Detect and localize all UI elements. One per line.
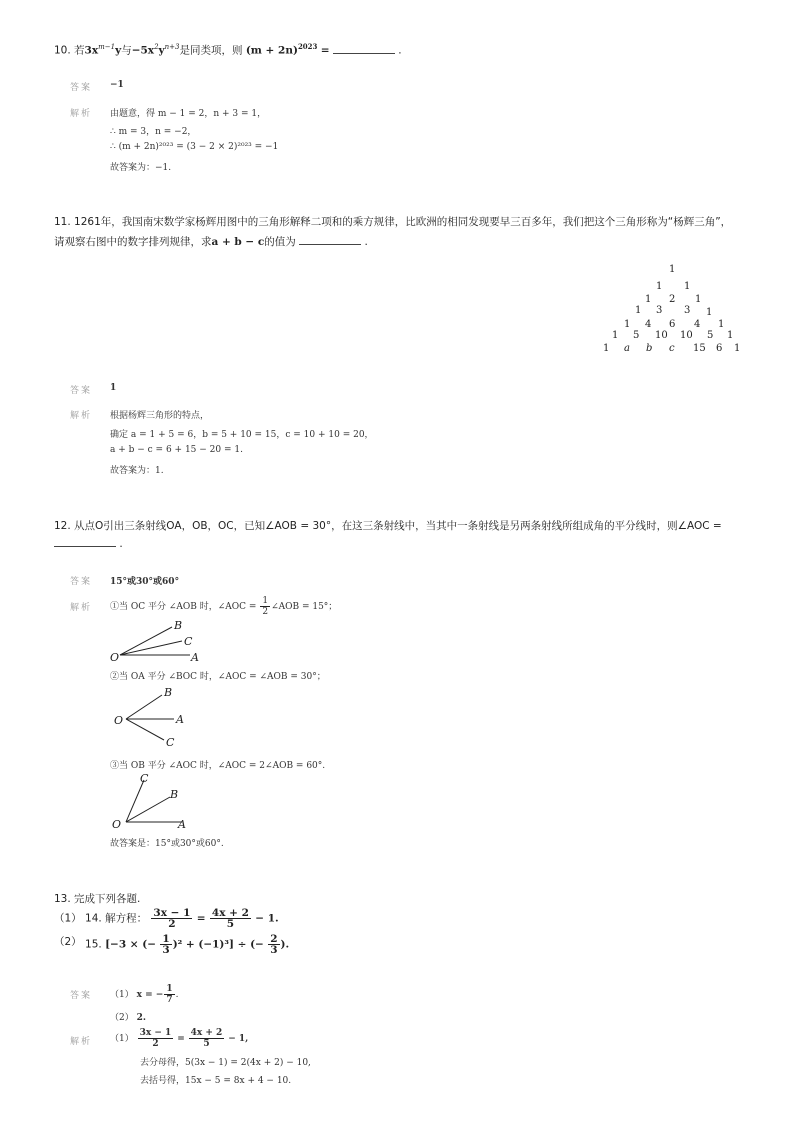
tri-cell: 10 bbox=[680, 330, 693, 341]
q11-analysis-label: 解析 bbox=[70, 411, 93, 421]
q13-answer-2 bbox=[110, 1010, 146, 1023]
frac-num: 3x − 1 bbox=[153, 907, 191, 919]
tri-cell: 1 bbox=[695, 294, 702, 305]
q10-text-a: 若 bbox=[74, 44, 85, 57]
frac-den: 7 bbox=[166, 995, 173, 1005]
frac-num: 2 bbox=[270, 933, 278, 945]
tri-cell: 6 bbox=[669, 319, 676, 330]
q13-part2-text: 15. bbox=[85, 938, 102, 951]
frac-den: 2 bbox=[152, 1039, 159, 1049]
q11-answer-blank[interactable] bbox=[299, 236, 361, 245]
q12-answer-blank[interactable] bbox=[54, 538, 116, 547]
q13-answer-label: 答案 bbox=[70, 991, 93, 1001]
q13-part1-left-fraction bbox=[151, 908, 192, 929]
q13-answer1-fraction bbox=[164, 984, 174, 1005]
q13-part1-tail: − 1. bbox=[255, 912, 279, 925]
tri-cell: 1 bbox=[734, 343, 741, 354]
q10-text-c: 是同类项，则 bbox=[179, 44, 243, 57]
q10-answer-blank[interactable] bbox=[333, 45, 395, 54]
ray-ob bbox=[126, 797, 170, 822]
tri-cell: 10 bbox=[655, 330, 668, 341]
tri-cell: 1 bbox=[669, 264, 676, 275]
point-a-label: A bbox=[176, 713, 184, 726]
tri-cell: 3 bbox=[656, 305, 663, 316]
q12-case3: ③当 OB 平分 ∠AOC 时，∠AOC = 2∠AOB = 60°. bbox=[110, 761, 326, 771]
q11-text-a: 请观察右图中的数字排列规律，求 bbox=[54, 236, 212, 248]
point-o-label: O bbox=[110, 651, 120, 664]
q13-part2-expr-b: )² + (−1)³] ÷ (− bbox=[172, 938, 264, 951]
frac-den: 3 bbox=[162, 944, 170, 956]
q10-end: . bbox=[398, 44, 402, 57]
q11-answer-label: 答案 bbox=[70, 386, 93, 396]
q12-stem-line1: 12. 从点O引出三条射线OA，OB，OC，已知∠AOB = 30°，在这三条射线中，当其中一条射线是另两条射线所组成角的平分线时，则∠AOC = bbox=[54, 520, 722, 532]
point-b-label: B bbox=[174, 619, 183, 632]
q10-term1: 3x bbox=[84, 44, 99, 57]
q10-expr-exp: 2023 bbox=[297, 42, 318, 51]
angle-figure-3 bbox=[104, 770, 204, 832]
q13-solution-eq: = bbox=[177, 1034, 185, 1044]
point-c-label: C bbox=[140, 772, 149, 785]
ray-oc bbox=[126, 719, 164, 740]
q13-answer-1 bbox=[110, 984, 178, 1005]
tri-cell: 1 bbox=[624, 319, 631, 330]
q11-answer: 1 bbox=[110, 383, 117, 393]
q11-analysis-line: a + b − c = 6 + 15 − 20 = 1. bbox=[110, 445, 243, 455]
q13-solution-line1 bbox=[110, 1028, 248, 1049]
tri-cell: 4 bbox=[694, 319, 701, 330]
q13-answer1-label: （1） bbox=[110, 990, 134, 1000]
q10-analysis-label: 解析 bbox=[70, 109, 93, 119]
q10-expr: (m + 2n) bbox=[245, 44, 298, 57]
q12-conclusion: 故答案是：15°或30°或60°. bbox=[110, 839, 224, 849]
frac-num: 3x − 1 bbox=[139, 1028, 172, 1038]
q10-number: 10. bbox=[54, 44, 71, 57]
tri-cell: 2 bbox=[669, 294, 676, 305]
frac-num: 1 bbox=[166, 984, 173, 994]
tri-cell: 6 bbox=[716, 343, 723, 354]
angle-figure-2 bbox=[104, 682, 204, 748]
q13-answer2-label: （2） bbox=[110, 1013, 134, 1023]
tri-cell: 1 bbox=[603, 343, 610, 354]
q10-term2-exp1: 2 bbox=[154, 43, 159, 51]
tri-cell: 1 bbox=[645, 294, 652, 305]
q13-part1-right-fraction bbox=[210, 908, 251, 929]
frac-den: 2 bbox=[168, 918, 176, 930]
q12-analysis-label: 解析 bbox=[70, 603, 93, 613]
tri-cell: 1 bbox=[612, 330, 619, 341]
q13-solution-line3: 去括号得，15x − 5 = 8x + 4 − 10. bbox=[140, 1076, 292, 1086]
q12-answer-label: 答案 bbox=[70, 577, 93, 587]
q11-stem-line1: 11. 1261年，我国南宋数学家杨辉用图中的三角形解释二项和的乘方规律，比欧洲的相同发现要早三百多年，我们把这个三角形称为“杨辉三角”， bbox=[54, 216, 732, 228]
q10-answer-label: 答案 bbox=[70, 83, 93, 93]
q10-answer: −1 bbox=[110, 80, 124, 90]
q10-stem bbox=[54, 42, 402, 58]
q13-solution-left-fraction bbox=[138, 1028, 174, 1049]
q10-term1-exp: m−1 bbox=[98, 43, 116, 51]
q13-stem: 13. 完成下列各题. bbox=[54, 893, 141, 905]
tri-cell: c bbox=[669, 343, 675, 354]
q13-part2-expr-a: [−3 × (− bbox=[105, 938, 157, 951]
q11-analysis-line: 确定 a = 1 + 5 = 6，b = 5 + 10 = 15，c = 10 + 10 = 20， bbox=[110, 430, 374, 440]
tri-cell: 5 bbox=[633, 330, 640, 341]
frac-den: 3 bbox=[270, 944, 278, 956]
q12-case1-num: 1 bbox=[262, 596, 269, 606]
q11-end: . bbox=[364, 236, 368, 248]
q12-case1-fraction bbox=[260, 596, 270, 617]
q10-eq: = bbox=[320, 44, 330, 57]
q10-term1-y: y bbox=[115, 44, 122, 57]
q11-stem-line2 bbox=[54, 234, 368, 249]
q10-term2-exp2: n+3 bbox=[164, 43, 180, 51]
q11-analysis-line: 故答案为：1. bbox=[110, 466, 164, 476]
q10-analysis-line: 故答案为：−1. bbox=[110, 163, 172, 173]
tri-cell: 1 bbox=[727, 330, 734, 341]
q10-analysis-line: ∴ m = 3，n = −2， bbox=[110, 127, 197, 137]
q13-solution-line2: 去分母得，5(3x − 1) = 2(4x + 2) − 10, bbox=[140, 1058, 311, 1068]
tri-cell: 3 bbox=[684, 305, 691, 316]
point-a-label: A bbox=[178, 818, 186, 831]
q13-part1-eq: = bbox=[196, 912, 206, 925]
q12-end: . bbox=[119, 538, 123, 550]
q12-case1-den: 2 bbox=[262, 607, 269, 617]
frac-num: 1 bbox=[162, 933, 170, 945]
ray-ob bbox=[120, 627, 172, 655]
q13-part2-expr-c: ). bbox=[280, 938, 290, 951]
q13-part2-fraction-1 bbox=[160, 934, 171, 955]
q13-answer1-end: . bbox=[175, 990, 179, 1000]
point-b-label: B bbox=[170, 788, 179, 801]
point-c-label: C bbox=[184, 635, 193, 648]
q13-part1-text: 14. 解方程： bbox=[85, 912, 148, 925]
tri-cell: 1 bbox=[635, 305, 642, 316]
q12-case1-b: ∠AOB = 15°； bbox=[271, 602, 338, 612]
q13-answer1-a: x = − bbox=[136, 990, 164, 1000]
tri-cell: 5 bbox=[707, 330, 714, 341]
q11-analysis-line: 根据杨辉三角形的特点， bbox=[110, 411, 210, 421]
q13-part2 bbox=[54, 934, 289, 955]
q10-analysis-line: ∴ (m + 2n)²⁰²³ = (3 − 2 × 2)²⁰²³ = −1 bbox=[110, 142, 279, 152]
q10-term2: −5x bbox=[131, 44, 155, 57]
q13-part1 bbox=[54, 908, 279, 929]
tri-cell: a bbox=[624, 343, 630, 354]
ray-oc bbox=[126, 780, 144, 822]
q12-stem-line2 bbox=[54, 538, 123, 550]
frac-den: 5 bbox=[226, 918, 235, 930]
ray-ob bbox=[126, 695, 162, 719]
tri-cell: 1 bbox=[656, 281, 663, 292]
tri-cell: 4 bbox=[645, 319, 652, 330]
q13-analysis-label: 解析 bbox=[70, 1037, 93, 1047]
q11-expr: a + b − c bbox=[211, 236, 265, 248]
q12-case1-a: ①当 OC 平分 ∠AOB 时，∠AOC = bbox=[110, 602, 257, 612]
angle-figure-1 bbox=[100, 616, 220, 666]
q13-solution-tail: − 1, bbox=[228, 1034, 249, 1044]
point-c-label: C bbox=[166, 736, 175, 748]
frac-num: 4x + 2 bbox=[211, 907, 249, 919]
q12-answer: 15°或30°或60° bbox=[110, 577, 180, 587]
tri-cell: 1 bbox=[718, 319, 725, 330]
q13-answer2-value: 2. bbox=[136, 1013, 147, 1023]
q12-case1 bbox=[110, 596, 337, 617]
tri-cell: 1 bbox=[706, 307, 713, 318]
q10-term2-y: y bbox=[158, 44, 165, 57]
tri-cell: b bbox=[646, 343, 653, 354]
q13-part2-label: （2） bbox=[54, 936, 82, 948]
ray-oc bbox=[120, 641, 182, 655]
q12-case2: ②当 OA 平分 ∠BOC 时，∠AOC = ∠AOB = 30°； bbox=[110, 672, 326, 682]
point-o-label: O bbox=[114, 714, 124, 727]
point-o-label: O bbox=[112, 818, 122, 831]
tri-cell: 15 bbox=[693, 343, 706, 354]
frac-den: 5 bbox=[203, 1039, 210, 1049]
point-b-label: B bbox=[164, 686, 173, 699]
frac-num: 4x + 2 bbox=[190, 1028, 223, 1038]
q13-solution-right-fraction bbox=[189, 1028, 225, 1049]
tri-cell: 1 bbox=[684, 281, 691, 292]
q10-analysis-line: 由题意，得 m − 1 = 2，n + 3 = 1， bbox=[110, 109, 267, 119]
q13-part1-label: （1） bbox=[54, 912, 82, 925]
q11-text-b: 的值为 bbox=[264, 236, 296, 248]
q13-solution1-label: （1） bbox=[110, 1034, 134, 1044]
q10-text-b: 与 bbox=[121, 44, 132, 57]
q13-part2-fraction-2 bbox=[268, 934, 279, 955]
point-a-label: A bbox=[191, 651, 199, 664]
